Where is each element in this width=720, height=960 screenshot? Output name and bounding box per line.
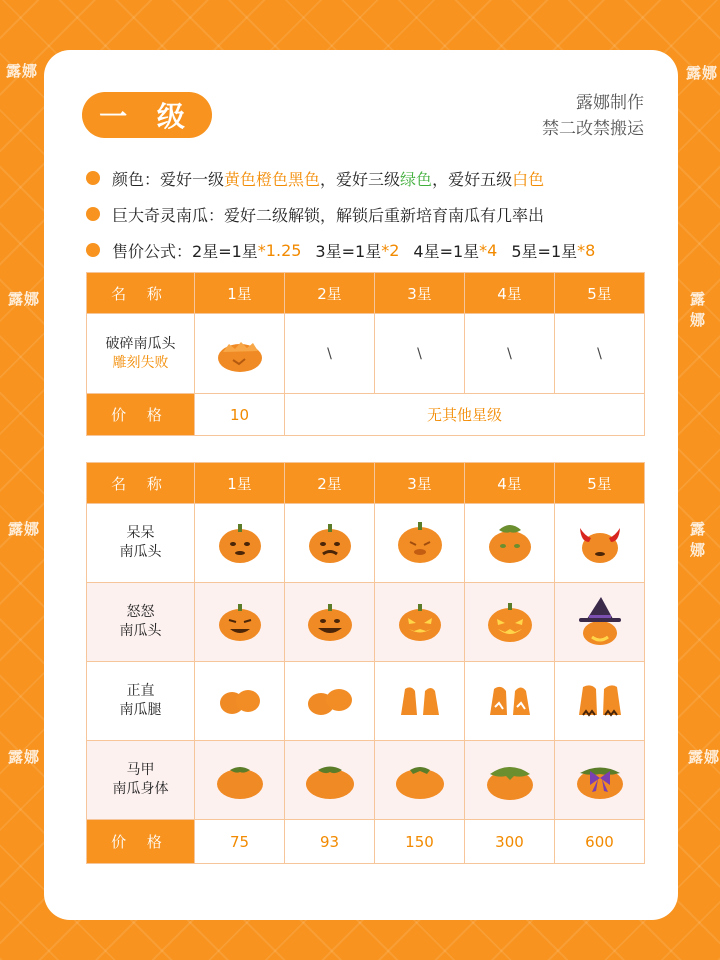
item-image-cell: [195, 314, 285, 394]
item-image-cell: [195, 504, 285, 583]
content-card: [44, 50, 678, 920]
header-star3: 3星: [375, 463, 465, 504]
item-name-line2: 南瓜头: [119, 544, 162, 560]
item-image-cell: [555, 741, 645, 820]
empty-star5: \: [555, 314, 645, 394]
price-label: 价 格: [87, 394, 195, 436]
watermark: 露娜: [690, 290, 707, 329]
item-image-cell: [465, 741, 555, 820]
pumpkin-legs-icon: [395, 681, 445, 721]
credit-notice: 禁二改禁搬运: [542, 119, 644, 139]
item-name-line1: 正直: [126, 683, 155, 699]
price-row: [87, 820, 645, 864]
formula-2: 2星=1星: [192, 241, 258, 261]
item-name-line1: 呆呆: [126, 525, 155, 541]
pumpkin-head-icon: [215, 520, 265, 566]
header-star1: 1星: [195, 273, 285, 314]
witch-hat-pumpkin-icon: [575, 597, 625, 647]
item-name-line1: 怒怒: [126, 604, 155, 620]
item-name-cell: [87, 583, 195, 662]
item-image-cell: [375, 504, 465, 583]
pumpkin-head-icon: [395, 599, 445, 645]
credit-author: 露娜制作: [576, 93, 644, 113]
price-star1: 75: [195, 820, 285, 864]
price-star2: 93: [285, 820, 375, 864]
watermark: 露娜: [8, 748, 41, 766]
table-row: [87, 314, 645, 394]
color-prefix: 颜色：爱好一级: [112, 169, 225, 189]
color-info: [86, 160, 595, 196]
item-image-cell: [465, 504, 555, 583]
watermark: 露娜: [6, 62, 39, 80]
item-image-cell: [555, 504, 645, 583]
pumpkin-head-icon: [485, 599, 535, 645]
price-star5: 600: [555, 820, 645, 864]
item-image-cell: [555, 583, 645, 662]
pumpkin-body-icon: [304, 758, 356, 802]
multiplier-3: *2: [381, 240, 400, 260]
header-star5: 5星: [555, 273, 645, 314]
watermark: 露娜: [688, 748, 720, 766]
formula-5: 5星=1星: [511, 241, 578, 261]
price-star3: 150: [375, 820, 465, 864]
table-row: [87, 504, 645, 583]
pumpkin-head-icon: [215, 599, 265, 645]
formula-3: 3星=1星: [315, 241, 382, 261]
broken-pumpkin-icon: [215, 334, 265, 374]
item-image-cell: [555, 662, 645, 741]
pumpkin-body-icon: [214, 758, 266, 802]
item-image-cell: [285, 741, 375, 820]
header-star1: 1星: [195, 463, 285, 504]
info-list: [86, 160, 595, 268]
price-prefix: 售价公式：: [112, 241, 193, 261]
header-star2: 2星: [285, 463, 375, 504]
pumpkin-legs-icon: [305, 681, 355, 721]
item-name-cell: [87, 662, 195, 741]
item-name-cell: [87, 314, 195, 394]
price-label: 价 格: [87, 820, 195, 864]
item-subtitle: 雕刻失败: [112, 354, 169, 371]
empty-star4: \: [465, 314, 555, 394]
header-star5: 5星: [555, 463, 645, 504]
price-note: 无其他星级: [285, 394, 645, 436]
color-lv1: 黄色橙色黑色: [224, 169, 321, 189]
table-row: [87, 741, 645, 820]
watermark: 露娜: [690, 520, 707, 559]
color-mid: ，爱好三级: [320, 169, 401, 189]
giant-text: 巨大奇灵南瓜：爱好二级解锁，解锁后重新培育南瓜有几率出: [112, 205, 545, 225]
header-name: 名 称: [87, 463, 195, 504]
multiplier-2: *1.25: [257, 240, 302, 260]
pumpkin-body-icon: [394, 758, 446, 802]
empty-star3: \: [375, 314, 465, 394]
item-name-line2: 南瓜腿: [119, 702, 162, 718]
item-name-line2: 南瓜身体: [112, 781, 169, 797]
color-lv3: 绿色: [400, 169, 433, 189]
pumpkin-legs-icon: [575, 681, 625, 721]
bow-tie-pumpkin-icon: [574, 758, 626, 802]
giant-pumpkin-info: [86, 196, 595, 232]
watermark: 露娜: [8, 290, 41, 308]
price-star1: 10: [195, 394, 285, 436]
credit-block: [542, 90, 644, 142]
color-mid2: ，爱好五级: [432, 169, 513, 189]
header-star3: 3星: [375, 273, 465, 314]
item-name-line1: 马甲: [126, 762, 155, 778]
pumpkin-head-icon: [485, 520, 535, 566]
table-row: [87, 662, 645, 741]
pumpkin-head-icon: [305, 520, 355, 566]
table-header-row: [87, 463, 645, 504]
item-name-cell: [87, 741, 195, 820]
pumpkin-head-icon: [305, 599, 355, 645]
watermark: 露娜: [686, 64, 719, 82]
multiplier-4: *4: [479, 240, 498, 260]
bullet-dot-icon: [86, 207, 100, 221]
price-formula: [86, 232, 595, 268]
price-star4: 300: [465, 820, 555, 864]
formula-4: 4星=1星: [413, 241, 480, 261]
header-star4: 4星: [465, 463, 555, 504]
color-lv5: 白色: [512, 169, 545, 189]
item-name: 破碎南瓜头: [105, 335, 176, 352]
item-image-cell: [285, 662, 375, 741]
item-image-cell: [375, 741, 465, 820]
item-image-cell: [195, 741, 285, 820]
pumpkin-legs-icon: [485, 681, 535, 721]
pumpkin-legs-icon: [215, 681, 265, 721]
item-image-cell: [195, 662, 285, 741]
bullet-dot-icon: [86, 171, 100, 185]
header-star2: 2星: [285, 273, 375, 314]
pumpkin-body-icon: [484, 758, 536, 802]
item-image-cell: [195, 583, 285, 662]
level-title: 一 级: [82, 92, 212, 138]
item-image-cell: [285, 504, 375, 583]
broken-pumpkin-table: [86, 272, 645, 436]
devil-pumpkin-icon: [575, 520, 625, 566]
item-image-cell: [375, 662, 465, 741]
table-header-row: [87, 273, 645, 314]
pumpkin-head-icon: [395, 520, 445, 566]
item-image-cell: [465, 662, 555, 741]
header-star4: 4星: [465, 273, 555, 314]
item-image-cell: [285, 583, 375, 662]
empty-star2: \: [285, 314, 375, 394]
item-name-line2: 南瓜头: [119, 623, 162, 639]
bullet-dot-icon: [86, 243, 100, 257]
item-name-cell: [87, 504, 195, 583]
header-name: 名 称: [87, 273, 195, 314]
pumpkin-parts-table: [86, 462, 645, 864]
multiplier-5: *8: [577, 240, 596, 260]
item-image-cell: [375, 583, 465, 662]
table-row: [87, 583, 645, 662]
watermark: 露娜: [8, 520, 41, 538]
item-image-cell: [465, 583, 555, 662]
price-row: [87, 394, 645, 436]
